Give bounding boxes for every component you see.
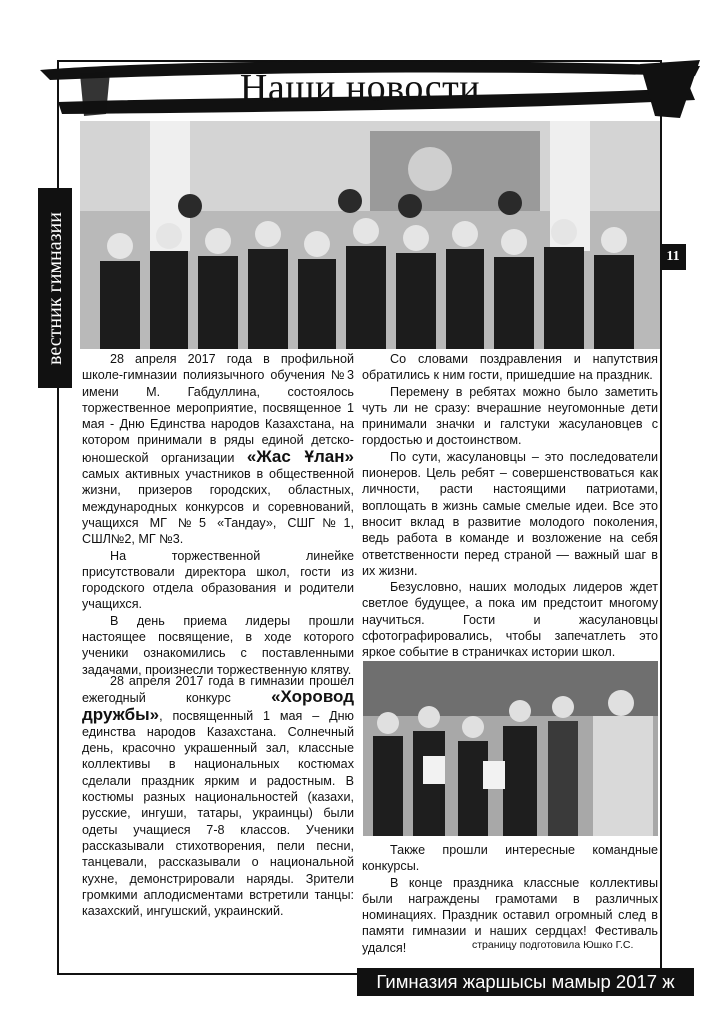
page-credit: страницу подготовила Юшко Г.С. (472, 939, 634, 951)
article1-text-1b: самых активных участников в общественной жизни, призеров городских, областных, международных конкурсов и соревнований, учащихся МГ №5 «Тандау», СШГ№1, СШЛ№2, МГ №3. (82, 467, 354, 547)
page-number: 11 (660, 244, 686, 270)
group-photo-illustration (80, 121, 660, 349)
side-tab-label: вестник гимназии (43, 211, 66, 365)
article1-paragraph-7: Безусловно, наших молодых лидеров ждет светлое будущее, а пока им предстоит многому научиться. Гости и жасулановцы сфотографировались, чтобы запечатлеть это яркое событие в страничках истории школ. (362, 580, 658, 660)
footer-text: Гимназия жаршысы мамыр 2017 ж (376, 971, 675, 992)
footer-banner (357, 968, 694, 996)
article2-paragraph-2: Также прошли интересные командные конкурсы. (362, 843, 658, 874)
org-name-bold: «Жас Ұлан» (246, 446, 354, 466)
side-tab (38, 188, 72, 388)
article1-paragraph-1 (82, 351, 354, 548)
article1-text-1a: 28 апреля 2017 года в профильной школе-гимназии полиязычного обучения №3 имени М. Габдуллина, состоялось торжественное мероприятие, посвященное 1 мая - Дню Единства народов Казахстана, на котором принимали в ряды единой детско-юношеской организации (82, 352, 354, 465)
contest-name-bold: «Хоровод дружбы» (82, 687, 354, 724)
article2-paragraph-3: В конце праздника классные коллективы были награждены грамотами в различных номинациях. Праздник оставил огромный след в памяти гимназии и наших сердцах! Фестиваль удался! (362, 875, 658, 955)
festival-photo (363, 661, 658, 836)
article1-paragraph-2: На торжественной линейке присутствовали директора школ, гости из городского отдела образования и родители учащихся. (82, 548, 354, 612)
article1-paragraph-4: Со словами поздравления и напутствия обратились к ним гости, пришедшие на праздник. (362, 352, 658, 383)
article2-text-1a: 28 апреля 2017 года в гимназии прошел ежегодный конкурс (82, 674, 354, 706)
page-title: Наши новости (239, 67, 481, 109)
right-column-upper (362, 351, 658, 661)
festival-photo-illustration (363, 661, 658, 836)
article2-text-1b: , посвященный 1 мая – Дню единства народов Казахстана. Солнечный день, красочно украшенный зал, классные коллективы в национальных костюмах сделали праздник ярким и радостным. В костюмы разных национальностей (казахи, русские, ингуши, татары, украинцы) были одеты учащиеся 7-8 классов. Ученики рассказывали стихотворения, пели песни, танцевали, рассказывали о национальной кухне, демонстрировали наряды. Зрители громкими аплодисментами встретили танцы: казахский, ингушский, украинский. (82, 708, 354, 919)
article1-paragraph-3: В день приема лидеры прошли настоящее посвящение, в ходе которого ученики ознакомились с поставленными задачами, произнесли торжественную клятву. (82, 613, 354, 677)
group-photo (80, 121, 660, 349)
article1-paragraph-5: Перемену в ребятах можно было заметить чуть ли не сразу: вчерашние неугомонные дети принимали значки и галстуки жасулановцев с гордостью и достоинством. (362, 384, 658, 448)
left-column-lower (82, 673, 354, 919)
left-column-upper (82, 351, 354, 678)
article1-paragraph-6: По сути, жасулановцы – это последователи пионеров. Цель ребят – совершенствоваться как личности, расти настоящими патриотами, воплощать в жизнь самые смелые идеи. Все это вносит вклад в развитие молодого поколения, ведь работа в команде и возложение на себя ответственности перед страной — важный шаг в их жизни. (362, 449, 658, 578)
article2-paragraph-1 (82, 673, 354, 919)
